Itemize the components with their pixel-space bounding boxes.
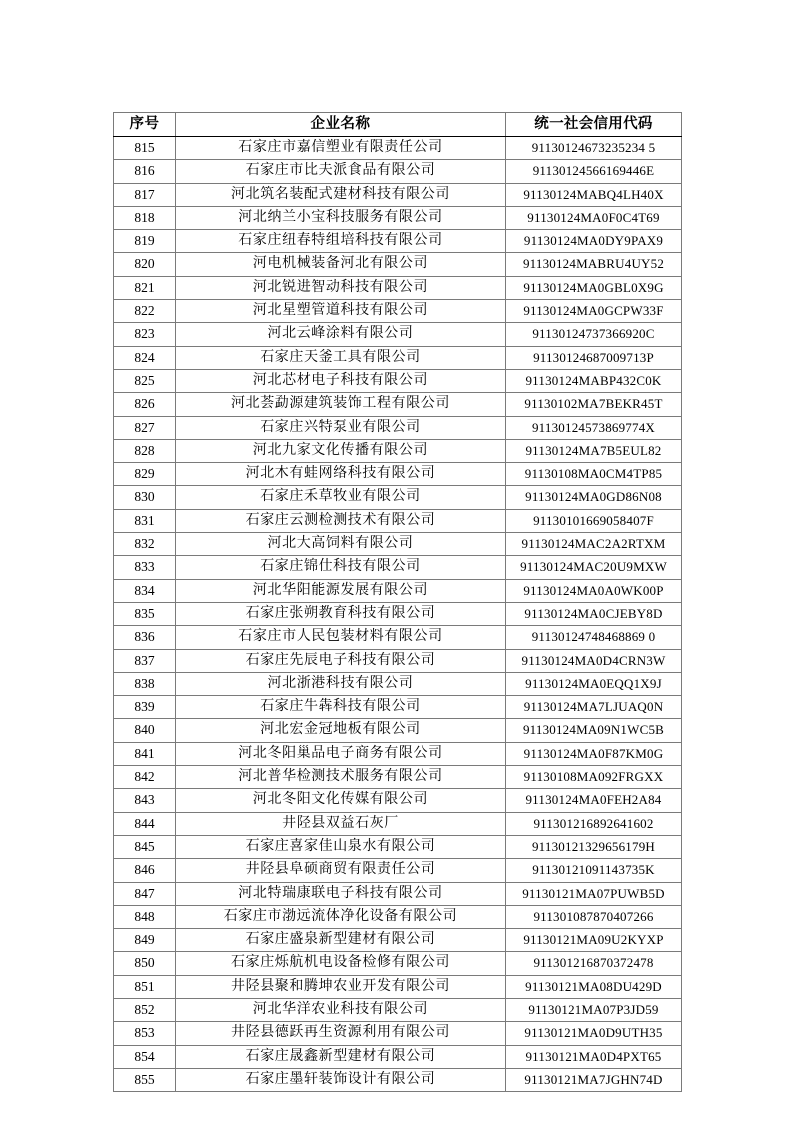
table-row <box>114 1068 682 1091</box>
cell-enterprise-name: 井陉县聚和腾坤农业开发有限公司 <box>176 975 506 998</box>
cell-sequence: 829 <box>114 463 176 486</box>
cell-sequence: 855 <box>114 1068 176 1091</box>
table-row <box>114 626 682 649</box>
cell-enterprise-name: 石家庄市渤远流体净化设备有限公司 <box>176 905 506 928</box>
cell-sequence: 852 <box>114 998 176 1021</box>
cell-enterprise-name: 河北九家文化传播有限公司 <box>176 439 506 462</box>
table-row <box>114 416 682 439</box>
cell-sequence: 820 <box>114 253 176 276</box>
table-row <box>114 509 682 532</box>
table-row <box>114 556 682 579</box>
cell-enterprise-name: 河电机械装备河北有限公司 <box>176 253 506 276</box>
table-row <box>114 1022 682 1045</box>
cell-credit-code: 91130124MA0FEH2A84 <box>506 789 682 812</box>
table-row <box>114 463 682 486</box>
cell-enterprise-name: 河北宏金冠地板有限公司 <box>176 719 506 742</box>
column-header-credit-code: 统一社会信用代码 <box>506 113 682 137</box>
cell-enterprise-name: 河北纳兰小宝科技服务有限公司 <box>176 206 506 229</box>
table-row <box>114 929 682 952</box>
table-row <box>114 789 682 812</box>
cell-enterprise-name: 石家庄墨轩装饰设计有限公司 <box>176 1068 506 1091</box>
enterprise-registry-table-wrap <box>113 112 681 1092</box>
cell-enterprise-name: 河北云峰涂料有限公司 <box>176 323 506 346</box>
table-row <box>114 253 682 276</box>
table-row <box>114 579 682 602</box>
cell-sequence: 843 <box>114 789 176 812</box>
cell-enterprise-name: 石家庄喜家佳山泉水有限公司 <box>176 835 506 858</box>
cell-sequence: 831 <box>114 509 176 532</box>
cell-credit-code: 91130124687009713P <box>506 346 682 369</box>
cell-credit-code: 91130124MA0GD86N08 <box>506 486 682 509</box>
cell-sequence: 832 <box>114 533 176 556</box>
cell-enterprise-name: 石家庄牛犇科技有限公司 <box>176 696 506 719</box>
cell-enterprise-name: 石家庄锦仕科技有限公司 <box>176 556 506 579</box>
cell-credit-code: 91130124573869774X <box>506 416 682 439</box>
cell-enterprise-name: 河北芯材电子科技有限公司 <box>176 369 506 392</box>
cell-sequence: 839 <box>114 696 176 719</box>
cell-sequence: 828 <box>114 439 176 462</box>
table-row <box>114 998 682 1021</box>
table-row <box>114 369 682 392</box>
cell-sequence: 818 <box>114 206 176 229</box>
cell-enterprise-name: 河北荟勐源建筑装饰工程有限公司 <box>176 393 506 416</box>
table-row <box>114 323 682 346</box>
table-header <box>114 113 682 137</box>
cell-sequence: 825 <box>114 369 176 392</box>
table-row <box>114 602 682 625</box>
table-row <box>114 276 682 299</box>
cell-credit-code: 91130121MA7JGHN74D <box>506 1068 682 1091</box>
cell-sequence: 821 <box>114 276 176 299</box>
table-row <box>114 859 682 882</box>
cell-credit-code: 91130124MAC20U9MXW <box>506 556 682 579</box>
cell-credit-code: 91130124MABRU4UY52 <box>506 253 682 276</box>
cell-sequence: 837 <box>114 649 176 672</box>
cell-credit-code: 91130124673235234 5 <box>506 137 682 160</box>
cell-enterprise-name: 石家庄张朔教育科技有限公司 <box>176 602 506 625</box>
cell-enterprise-name: 河北筑名装配式建材科技有限公司 <box>176 183 506 206</box>
cell-sequence: 847 <box>114 882 176 905</box>
table-row <box>114 766 682 789</box>
table-row <box>114 905 682 928</box>
cell-credit-code: 91130124MA0D4CRN3W <box>506 649 682 672</box>
cell-sequence: 824 <box>114 346 176 369</box>
table-row <box>114 696 682 719</box>
table-row <box>114 835 682 858</box>
cell-enterprise-name: 河北星塑管道科技有限公司 <box>176 300 506 323</box>
cell-credit-code: 911301087870407266 <box>506 905 682 928</box>
table-row <box>114 486 682 509</box>
table-row <box>114 230 682 253</box>
cell-credit-code: 91130108MA0CM4TP85 <box>506 463 682 486</box>
table-row <box>114 439 682 462</box>
table-row <box>114 137 682 160</box>
cell-sequence: 835 <box>114 602 176 625</box>
cell-sequence: 834 <box>114 579 176 602</box>
cell-credit-code: 911301216870372478 <box>506 952 682 975</box>
table-row <box>114 300 682 323</box>
table-row <box>114 975 682 998</box>
cell-sequence: 826 <box>114 393 176 416</box>
table-row <box>114 812 682 835</box>
cell-credit-code: 91130101669058407F <box>506 509 682 532</box>
table-row <box>114 1045 682 1068</box>
cell-enterprise-name: 河北特瑞康联电子科技有限公司 <box>176 882 506 905</box>
cell-enterprise-name: 河北华洋农业科技有限公司 <box>176 998 506 1021</box>
cell-enterprise-name: 河北大高饲料有限公司 <box>176 533 506 556</box>
table-row <box>114 672 682 695</box>
cell-sequence: 819 <box>114 230 176 253</box>
cell-credit-code: 91130121MA07P3JD59 <box>506 998 682 1021</box>
cell-enterprise-name: 井陉县德跃再生资源利用有限公司 <box>176 1022 506 1045</box>
cell-enterprise-name: 石家庄天釜工具有限公司 <box>176 346 506 369</box>
cell-enterprise-name: 石家庄晟鑫新型建材有限公司 <box>176 1045 506 1068</box>
enterprise-registry-table <box>113 112 682 1092</box>
cell-credit-code: 91130124MA0CJEBY8D <box>506 602 682 625</box>
cell-sequence: 844 <box>114 812 176 835</box>
cell-enterprise-name: 石家庄兴特泵业有限公司 <box>176 416 506 439</box>
cell-credit-code: 91130121MA09U2KYXP <box>506 929 682 952</box>
cell-sequence: 815 <box>114 137 176 160</box>
cell-sequence: 849 <box>114 929 176 952</box>
cell-sequence: 854 <box>114 1045 176 1068</box>
cell-sequence: 830 <box>114 486 176 509</box>
cell-enterprise-name: 石家庄市嘉信塑业有限责任公司 <box>176 137 506 160</box>
table-row <box>114 346 682 369</box>
cell-enterprise-name: 河北冬阳文化传媒有限公司 <box>176 789 506 812</box>
cell-sequence: 853 <box>114 1022 176 1045</box>
cell-enterprise-name: 石家庄烁航机电设备检修有限公司 <box>176 952 506 975</box>
column-header-sequence: 序号 <box>114 113 176 137</box>
cell-credit-code: 91130121091143735K <box>506 859 682 882</box>
cell-credit-code: 91130124MABP432C0K <box>506 369 682 392</box>
cell-sequence: 845 <box>114 835 176 858</box>
cell-enterprise-name: 石家庄市比夫派食品有限公司 <box>176 160 506 183</box>
cell-sequence: 836 <box>114 626 176 649</box>
cell-credit-code: 911301216892641602 <box>506 812 682 835</box>
cell-enterprise-name: 河北华阳能源发展有限公司 <box>176 579 506 602</box>
cell-enterprise-name: 石家庄禾草牧业有限公司 <box>176 486 506 509</box>
table-row <box>114 882 682 905</box>
cell-sequence: 823 <box>114 323 176 346</box>
cell-credit-code: 91130124MAC2A2RTXM <box>506 533 682 556</box>
cell-sequence: 846 <box>114 859 176 882</box>
cell-credit-code: 91130121MA07PUWB5D <box>506 882 682 905</box>
table-row <box>114 649 682 672</box>
cell-enterprise-name: 石家庄先辰电子科技有限公司 <box>176 649 506 672</box>
cell-sequence: 841 <box>114 742 176 765</box>
table-row <box>114 533 682 556</box>
cell-credit-code: 91130108MA092FRGXX <box>506 766 682 789</box>
cell-sequence: 833 <box>114 556 176 579</box>
cell-credit-code: 91130124MA0F0C4T69 <box>506 206 682 229</box>
cell-sequence: 838 <box>114 672 176 695</box>
cell-credit-code: 91130124566169446E <box>506 160 682 183</box>
cell-enterprise-name: 河北木有蛙网络科技有限公司 <box>176 463 506 486</box>
table-row <box>114 206 682 229</box>
cell-enterprise-name: 石家庄市人民包装材料有限公司 <box>176 626 506 649</box>
cell-credit-code: 91130124MA0GCPW33F <box>506 300 682 323</box>
table-row <box>114 719 682 742</box>
table-row <box>114 183 682 206</box>
table-row <box>114 742 682 765</box>
cell-sequence: 851 <box>114 975 176 998</box>
cell-credit-code: 91130124MA7B5EUL82 <box>506 439 682 462</box>
cell-enterprise-name: 井陉县双益石灰厂 <box>176 812 506 835</box>
cell-sequence: 816 <box>114 160 176 183</box>
cell-credit-code: 91130124MA0DY9PAX9 <box>506 230 682 253</box>
cell-credit-code: 91130121329656179H <box>506 835 682 858</box>
cell-enterprise-name: 石家庄盛泉新型建材有限公司 <box>176 929 506 952</box>
cell-credit-code: 91130121MA0D4PXT65 <box>506 1045 682 1068</box>
cell-enterprise-name: 井陉县阜硕商贸有限责任公司 <box>176 859 506 882</box>
cell-credit-code: 91130124MABQ4LH40X <box>506 183 682 206</box>
cell-credit-code: 91130102MA7BEKR45T <box>506 393 682 416</box>
cell-credit-code: 91130124MA09N1WC5B <box>506 719 682 742</box>
cell-sequence: 817 <box>114 183 176 206</box>
cell-credit-code: 91130124MA0EQQ1X9J <box>506 672 682 695</box>
cell-sequence: 842 <box>114 766 176 789</box>
table-body <box>114 137 682 1092</box>
cell-sequence: 850 <box>114 952 176 975</box>
cell-enterprise-name: 石家庄纽春特组培科技有限公司 <box>176 230 506 253</box>
table-row <box>114 952 682 975</box>
cell-sequence: 827 <box>114 416 176 439</box>
cell-credit-code: 91130124748468869 0 <box>506 626 682 649</box>
cell-sequence: 822 <box>114 300 176 323</box>
cell-credit-code: 91130124737366920C <box>506 323 682 346</box>
cell-credit-code: 91130121MA08DU429D <box>506 975 682 998</box>
cell-enterprise-name: 河北浙港科技有限公司 <box>176 672 506 695</box>
table-row <box>114 160 682 183</box>
column-header-enterprise-name: 企业名称 <box>176 113 506 137</box>
cell-sequence: 840 <box>114 719 176 742</box>
cell-credit-code: 91130124MA0GBL0X9G <box>506 276 682 299</box>
table-row <box>114 393 682 416</box>
cell-credit-code: 91130124MA7LJUAQ0N <box>506 696 682 719</box>
cell-enterprise-name: 石家庄云测检测技术有限公司 <box>176 509 506 532</box>
cell-sequence: 848 <box>114 905 176 928</box>
table-header-row <box>114 113 682 137</box>
cell-credit-code: 91130121MA0D9UTH35 <box>506 1022 682 1045</box>
cell-credit-code: 91130124MA0A0WK00P <box>506 579 682 602</box>
cell-enterprise-name: 河北普华检测技术服务有限公司 <box>176 766 506 789</box>
cell-enterprise-name: 河北冬阳巢品电子商务有限公司 <box>176 742 506 765</box>
cell-enterprise-name: 河北锐进智动科技有限公司 <box>176 276 506 299</box>
cell-credit-code: 91130124MA0F87KM0G <box>506 742 682 765</box>
